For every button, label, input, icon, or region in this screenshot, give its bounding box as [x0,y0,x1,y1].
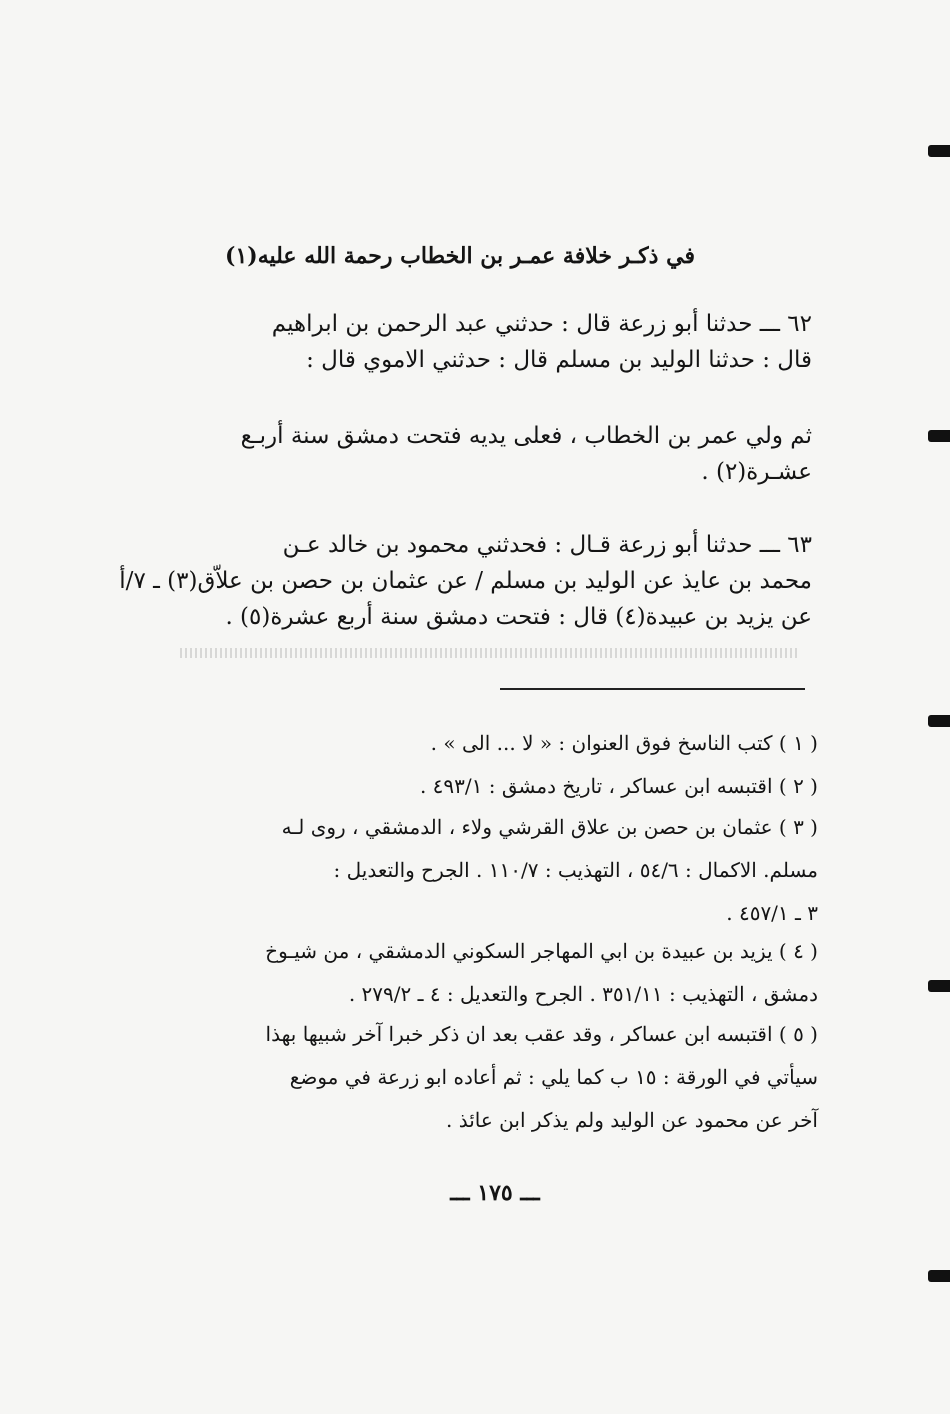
footnote-divider [500,688,805,690]
paragraph-umar-line-1: ثم ولي عمر بن الخطاب ، فعلى يديه فتحت دمشق سنة أربـع [240,423,812,449]
paragraph-62-line-1: ٦٢ ـــ حدثنا أبو زرعة قال : حدثني عبد الرحمن بن ابراهيم [271,311,812,337]
footnote-3-line-3: ٣ ـ ٤٥٧/١ . [726,901,818,925]
binding-mark [928,145,950,157]
paragraph-63-line-2: محمد بن عايذ عن الوليد بن مسلم / عن عثمان بن حصن بن علاّق(٣) ـ ٧/أ [119,568,812,594]
footnote-1-text: ( ١ ) كتب الناسخ فوق العنوان : « لا ... الى » . [430,731,818,755]
footnote-1 [165,722,818,765]
footnote-5-line-2: سيأتي في الورقة : ١٥ ب كما يلي : ثم أعاده ابو زرعة في موضع [289,1065,818,1089]
binding-mark [928,715,950,727]
page-number: ـــ ١٧٥ ـــ [450,1180,540,1206]
footnote-5 [165,1013,818,1142]
binding-mark [928,430,950,442]
chapter-title: في ذكـر خلافة عمـر بن الخطاب رحمة الله عليه(١) [225,243,695,269]
footnote-4-line-2: دمشق ، التهذيب : ٣٥١/١١ . الجرح والتعديل : ٤ ـ ٢٧٩/٢ . [348,982,818,1006]
paragraph-umar [150,418,812,490]
binding-mark [928,1270,950,1282]
footnote-2 [165,765,818,808]
paragraph-63 [100,527,812,635]
paragraph-63-line-3: عن يزيد بن عبيدة(٤) قال : فتحت دمشق سنة أربع عشرة(٥) . [225,604,812,630]
footnote-5-line-1: ( ٥ ) اقتبسه ابن عساكر ، وقد عقب بعد ان ذكر خبرا آخر شبيها بهذا [265,1022,818,1046]
paragraph-63-line-1: ٦٣ ـــ حدثنا أبو زرعة قـال : فحدثني محمود بن خالد عـن [282,532,812,558]
binding-mark [928,980,950,992]
footnote-4 [165,930,818,1016]
paragraph-62-line-2: قال : حدثنا الوليد بن مسلم قال : حدثني الاموي قال : [306,347,812,373]
paragraph-62 [150,306,812,378]
footnote-4-line-1: ( ٤ ) يزيد بن عبيدة بن ابي المهاجر السكوني الدمشقي ، من شيـوخ [265,939,818,963]
footnote-3-line-1: ( ٣ ) عثمان بن حصن بن علاق القرشي ولاء ، الدمشقي ، روى لـه [281,815,818,839]
footnote-2-text: ( ٢ ) اقتبسه ابن عساكر ، تاريخ دمشق : ٤٩٣/١ . [419,774,818,798]
paragraph-umar-line-2: عشـرة(٢) . [701,459,812,485]
footnote-3-line-2: مسلم. الاكمال : ٥٤/٦ ، التهذيب : ١١٠/٧ . الجرح والتعديل : [333,858,818,882]
footnote-3 [165,806,818,935]
footnote-5-line-3: آخر عن محمود عن الوليد ولم يذكر ابن عائذ . [445,1108,818,1132]
scan-noise [180,648,800,658]
